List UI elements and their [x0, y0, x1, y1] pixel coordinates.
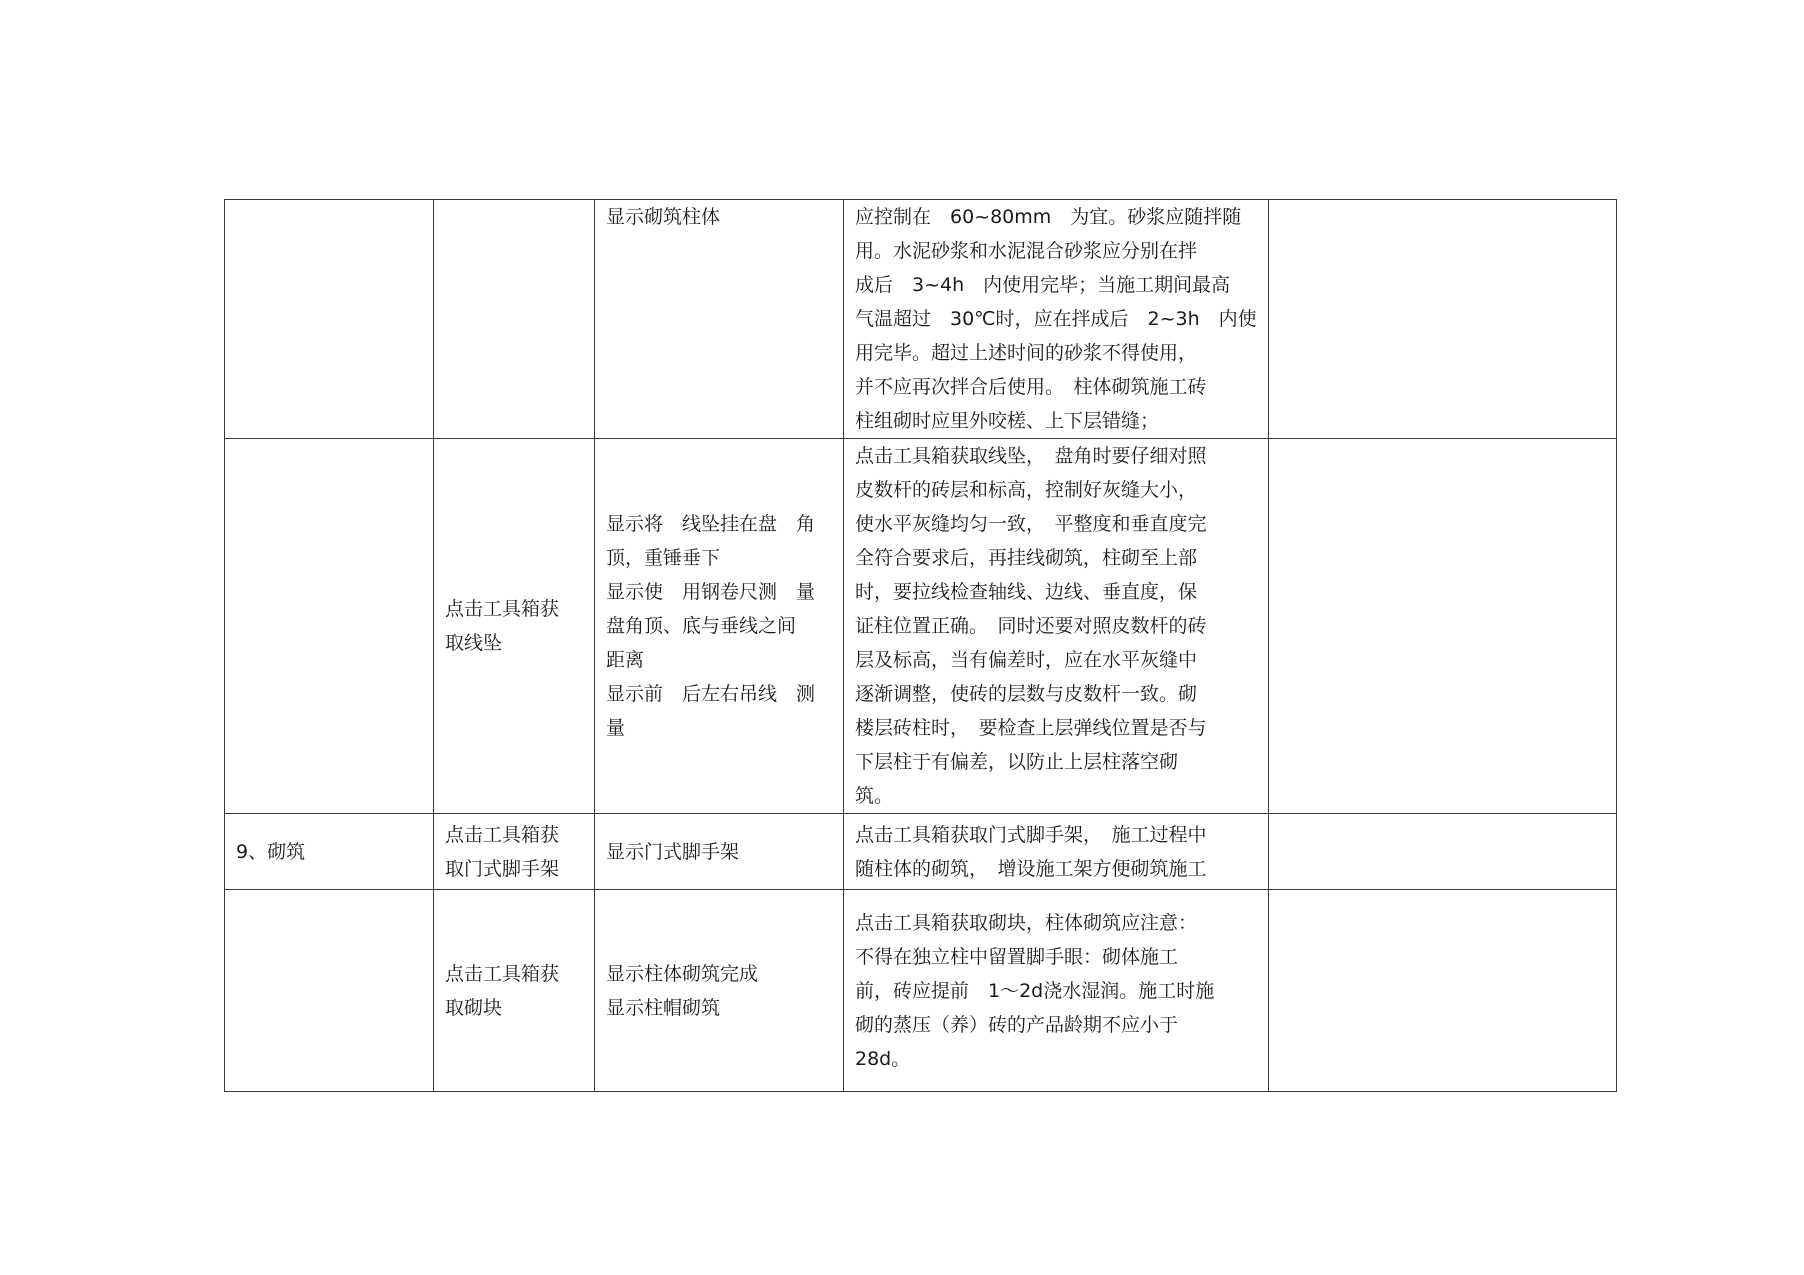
display-cell [595, 890, 844, 1092]
note-cell [1269, 814, 1617, 890]
description-line: 28d。 [855, 1047, 911, 1070]
action-cell [434, 200, 595, 439]
table-row [225, 439, 1617, 814]
display-line: 显示前 后左右吊线 测 [606, 683, 816, 705]
description-line: 点击工具箱获取线坠， 盘角时要仔细对照 [855, 445, 1207, 467]
step-cell [225, 200, 434, 439]
display-line: 显示使 用钢卷尺测 量 [606, 581, 816, 603]
description-line: 随柱体的砌筑， 增设施工架方便砌筑施工 [855, 857, 1207, 880]
display-line: 显示将 线坠挂在盘 角 [606, 513, 816, 535]
table-row [225, 200, 1617, 439]
display-cell [595, 439, 844, 814]
step-cell [225, 814, 434, 890]
description-cell [844, 200, 1269, 439]
display-line: 顶，重锤垂下 [606, 547, 721, 569]
description-line: 筑。 [855, 785, 894, 807]
step-cell [225, 890, 434, 1092]
note-cell [1269, 439, 1617, 814]
description-line: 逐渐调整，使砖的层数与皮数杆一致。砌 [855, 683, 1198, 705]
description-line: 不得在独立柱中留置脚手眼：砌体施工 [855, 945, 1179, 968]
action-cell [434, 814, 595, 890]
action-line: 取门式脚手架 [445, 857, 560, 880]
action-line: 取砌块 [445, 996, 503, 1019]
display-line: 显示柱体砌筑完成 [606, 962, 759, 985]
action-cell [434, 439, 595, 814]
display-cell [595, 814, 844, 890]
description-line: 时，要拉线检查轴线、边线、垂直度，保 [855, 581, 1198, 603]
description-cell [844, 890, 1269, 1092]
description-line: 气温超过 30℃时，应在拌成后 2~3h 内使 [855, 308, 1257, 330]
description-line: 并不应再次拌合后使用。 柱体砌筑施工砖 [855, 376, 1207, 398]
procedure-table-body [225, 200, 1617, 1092]
description-line: 全符合要求后，再挂线砌筑，柱砌至上部 [855, 547, 1198, 569]
action-cell [434, 890, 595, 1092]
action-line: 点击工具箱获 [445, 962, 560, 985]
display-line: 距离 [606, 649, 645, 671]
description-line: 应控制在 60~80mm 为宜。砂浆应随拌随 [855, 206, 1242, 228]
display-line: 显示砌筑柱体 [606, 206, 721, 228]
description-line: 使水平灰缝均匀一致， 平整度和垂直度完 [855, 513, 1207, 535]
action-line: 点击工具箱获 [445, 823, 560, 846]
display-line: 量 [606, 717, 626, 739]
action-line: 取线坠 [445, 632, 503, 654]
description-line: 砌的蒸压（养）砖的产品龄期不应小于 [855, 1013, 1179, 1036]
description-line: 楼层砖柱时， 要检查上层弹线位置是否与 [855, 717, 1207, 739]
table-row [225, 890, 1617, 1092]
display-line: 显示柱帽砌筑 [606, 996, 721, 1019]
action-line: 点击工具箱获 [445, 598, 560, 620]
display-line: 显示门式脚手架 [606, 840, 740, 863]
description-line: 成后 3~4h 内使用完毕；当施工期间最高 [855, 274, 1231, 296]
table-row [225, 814, 1617, 890]
description-line: 用。水泥砂浆和水泥混合砂浆应分别在拌 [855, 240, 1198, 262]
description-line: 证柱位置正确。 同时还要对照皮数杆的砖 [855, 615, 1207, 637]
description-line: 用完毕。超过上述时间的砂浆不得使用， [855, 342, 1198, 364]
step-cell [225, 439, 434, 814]
note-cell [1269, 890, 1617, 1092]
note-cell [1269, 200, 1617, 439]
description-line: 点击工具箱获取砌块，柱体砌筑应注意： [855, 911, 1198, 934]
description-cell [844, 814, 1269, 890]
procedure-table [224, 199, 1617, 1092]
description-line: 柱组砌时应里外咬槎、上下层错缝； [855, 410, 1160, 432]
display-line: 盘角顶、底与垂线之间 [606, 615, 797, 637]
description-line: 层及标高，当有偏差时，应在水平灰缝中 [855, 649, 1198, 671]
description-line: 下层柱于有偏差，以防止上层柱落空砌 [855, 751, 1179, 773]
description-cell [844, 439, 1269, 814]
description-line: 皮数杆的砖层和标高，控制好灰缝大小， [855, 479, 1198, 501]
description-line: 点击工具箱获取门式脚手架， 施工过程中 [855, 823, 1207, 846]
description-line: 前，砖应提前 1～2d浇水湿润。施工时施 [855, 979, 1215, 1002]
step-label: 9、砌筑 [236, 840, 306, 863]
display-cell [595, 200, 844, 439]
